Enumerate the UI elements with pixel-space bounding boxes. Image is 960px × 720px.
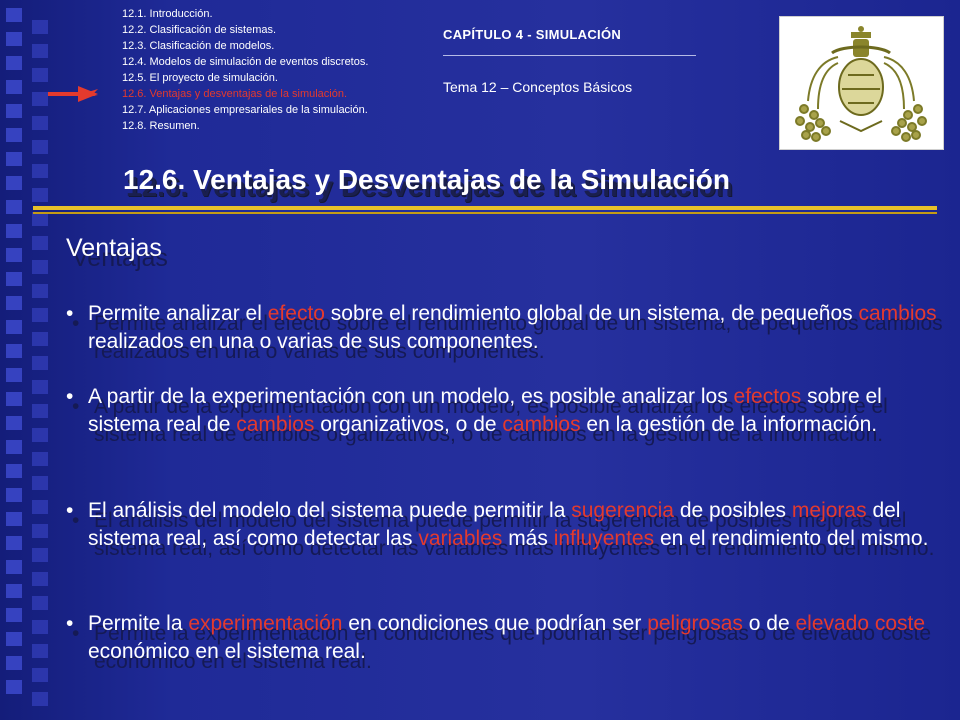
decor-square bbox=[32, 500, 48, 514]
highlight-term: sugerencia bbox=[571, 499, 674, 522]
decor-square bbox=[32, 404, 48, 418]
decor-square bbox=[32, 188, 48, 202]
bullet-text-part: o de bbox=[742, 612, 796, 635]
decor-square bbox=[32, 380, 48, 394]
toc-item[interactable]: 12.1. Introducción. bbox=[122, 8, 213, 20]
decor-square bbox=[32, 212, 48, 226]
bullet-text bbox=[66, 610, 946, 666]
table-of-contents bbox=[122, 6, 432, 134]
title-underline bbox=[33, 206, 937, 210]
decor-square bbox=[32, 20, 48, 34]
decor-square bbox=[6, 32, 22, 46]
decor-square bbox=[6, 344, 22, 358]
decor-square bbox=[6, 176, 22, 190]
decor-square bbox=[6, 248, 22, 262]
decor-square bbox=[32, 668, 48, 682]
decor-square bbox=[6, 608, 22, 622]
decor-square bbox=[32, 452, 48, 466]
decor-square bbox=[32, 164, 48, 178]
decor-square bbox=[32, 44, 48, 58]
left-square-strip bbox=[6, 0, 24, 720]
decor-square bbox=[32, 140, 48, 154]
decor-square bbox=[32, 332, 48, 346]
decor-square bbox=[6, 680, 22, 694]
decor-square bbox=[32, 284, 48, 298]
bullet-text-part: en la gestión de la información. bbox=[580, 413, 878, 436]
bullet-dot: • bbox=[66, 499, 74, 522]
left-square-strip-2 bbox=[32, 0, 50, 720]
bullet-text-part: El análisis del modelo del sistema puede permitir la bbox=[88, 499, 572, 522]
bullet-text bbox=[66, 497, 946, 553]
bullet-text-part: económico en el sistema real. bbox=[88, 640, 366, 663]
bullet-item bbox=[66, 300, 946, 356]
highlight-term: mejoras bbox=[791, 499, 867, 522]
bullet-text bbox=[66, 300, 946, 356]
section-heading: Ventajas bbox=[66, 234, 162, 262]
bullet-text bbox=[66, 383, 946, 439]
decor-square bbox=[6, 224, 22, 238]
decor-square bbox=[32, 572, 48, 586]
highlight-term: efecto bbox=[267, 302, 325, 325]
highlight-term: influyentes bbox=[553, 527, 655, 550]
bullet-item bbox=[66, 383, 946, 439]
chapter-label: CAPÍTULO 4 - SIMULACIÓN bbox=[443, 27, 622, 42]
decor-square bbox=[6, 80, 22, 94]
decor-square bbox=[6, 56, 22, 70]
decor-square bbox=[32, 92, 48, 106]
bullet-dot: • bbox=[66, 302, 74, 325]
decor-square bbox=[6, 440, 22, 454]
toc-item[interactable]: 12.8. Resumen. bbox=[122, 120, 200, 132]
highlight-term: cambios bbox=[236, 413, 315, 436]
topic-label: Tema 12 – Conceptos Básicos bbox=[443, 79, 633, 95]
decor-square bbox=[6, 152, 22, 166]
highlight-term: cambios bbox=[858, 302, 937, 325]
bullet-text-part: de posibles bbox=[673, 499, 792, 522]
decor-square bbox=[32, 476, 48, 490]
highlight-term: elevado coste bbox=[795, 612, 926, 635]
decor-square bbox=[6, 656, 22, 670]
university-crest-icon bbox=[779, 16, 944, 150]
toc-item[interactable]: 12.6. Ventajas y desventajas de la simulación. bbox=[122, 88, 348, 100]
bullet-text-part: sobre el rendimiento global de un sistema, de pequeños bbox=[324, 302, 859, 325]
decor-square bbox=[6, 584, 22, 598]
decor-square bbox=[32, 236, 48, 250]
toc-item[interactable]: 12.7. Aplicaciones empresariales de la simulación. bbox=[122, 104, 368, 116]
decor-square bbox=[6, 632, 22, 646]
title-underline-shadow bbox=[33, 212, 937, 214]
decor-square bbox=[6, 200, 22, 214]
decor-square bbox=[6, 512, 22, 526]
decor-square bbox=[32, 596, 48, 610]
bullet-text-part: más bbox=[502, 527, 554, 550]
decor-square bbox=[32, 68, 48, 82]
highlight-term: experimentación bbox=[188, 612, 343, 635]
toc-item[interactable]: 12.2. Clasificación de sistemas. bbox=[122, 24, 277, 36]
bullet-text-part: del sistema real, así como detectar las bbox=[88, 499, 901, 550]
bullet-text-part: en condiciones que podrían ser bbox=[342, 612, 648, 635]
highlight-term: efectos bbox=[733, 385, 802, 408]
decor-square bbox=[6, 8, 22, 22]
toc-item[interactable]: 12.3. Clasificación de modelos. bbox=[122, 40, 275, 52]
decor-square bbox=[32, 356, 48, 370]
decor-square bbox=[6, 368, 22, 382]
bullet-item bbox=[66, 610, 946, 666]
highlight-term: variables bbox=[418, 527, 503, 550]
bullet-dot: • bbox=[66, 612, 74, 635]
highlight-term: peligrosas bbox=[647, 612, 743, 635]
decor-square bbox=[32, 116, 48, 130]
bullet-text-part: sobre el sistema real de bbox=[88, 385, 882, 436]
decor-square bbox=[32, 260, 48, 274]
decor-square bbox=[6, 464, 22, 478]
decor-square bbox=[6, 320, 22, 334]
decor-square bbox=[6, 272, 22, 286]
bullet-text-part: A partir de la experimentación con un modelo, es posible analizar los bbox=[88, 385, 734, 408]
bullet-text-part: Permite la bbox=[88, 612, 189, 635]
bullet-dot: • bbox=[66, 385, 74, 408]
decor-square bbox=[6, 104, 22, 118]
decor-square bbox=[32, 428, 48, 442]
bullet-item bbox=[66, 497, 946, 553]
current-section-arrow-icon bbox=[48, 86, 98, 102]
decor-square bbox=[32, 620, 48, 634]
decor-square bbox=[6, 560, 22, 574]
toc-item[interactable]: 12.4. Modelos de simulación de eventos discretos. bbox=[122, 56, 369, 68]
decor-square bbox=[6, 128, 22, 142]
toc-item[interactable]: 12.5. El proyecto de simulación. bbox=[122, 72, 278, 84]
decor-square bbox=[6, 416, 22, 430]
decor-square bbox=[32, 524, 48, 538]
decor-square bbox=[32, 308, 48, 322]
bullet-text-part: realizados en una o varias de sus componentes. bbox=[88, 330, 539, 353]
bullet-text-part: organizativos, o de bbox=[314, 413, 503, 436]
decor-square bbox=[32, 548, 48, 562]
decor-square bbox=[6, 392, 22, 406]
decor-square bbox=[6, 488, 22, 502]
highlight-term: cambios bbox=[502, 413, 581, 436]
decor-square bbox=[32, 644, 48, 658]
bullet-text-part: en el rendimiento del mismo. bbox=[654, 527, 929, 550]
decor-square bbox=[32, 692, 48, 706]
chapter-divider bbox=[443, 55, 696, 56]
decor-square bbox=[6, 296, 22, 310]
decor-square bbox=[6, 536, 22, 550]
bullet-text-part: Permite analizar el bbox=[88, 302, 268, 325]
slide-title: 12.6. Ventajas y Desventajas de la Simulación bbox=[123, 164, 730, 195]
